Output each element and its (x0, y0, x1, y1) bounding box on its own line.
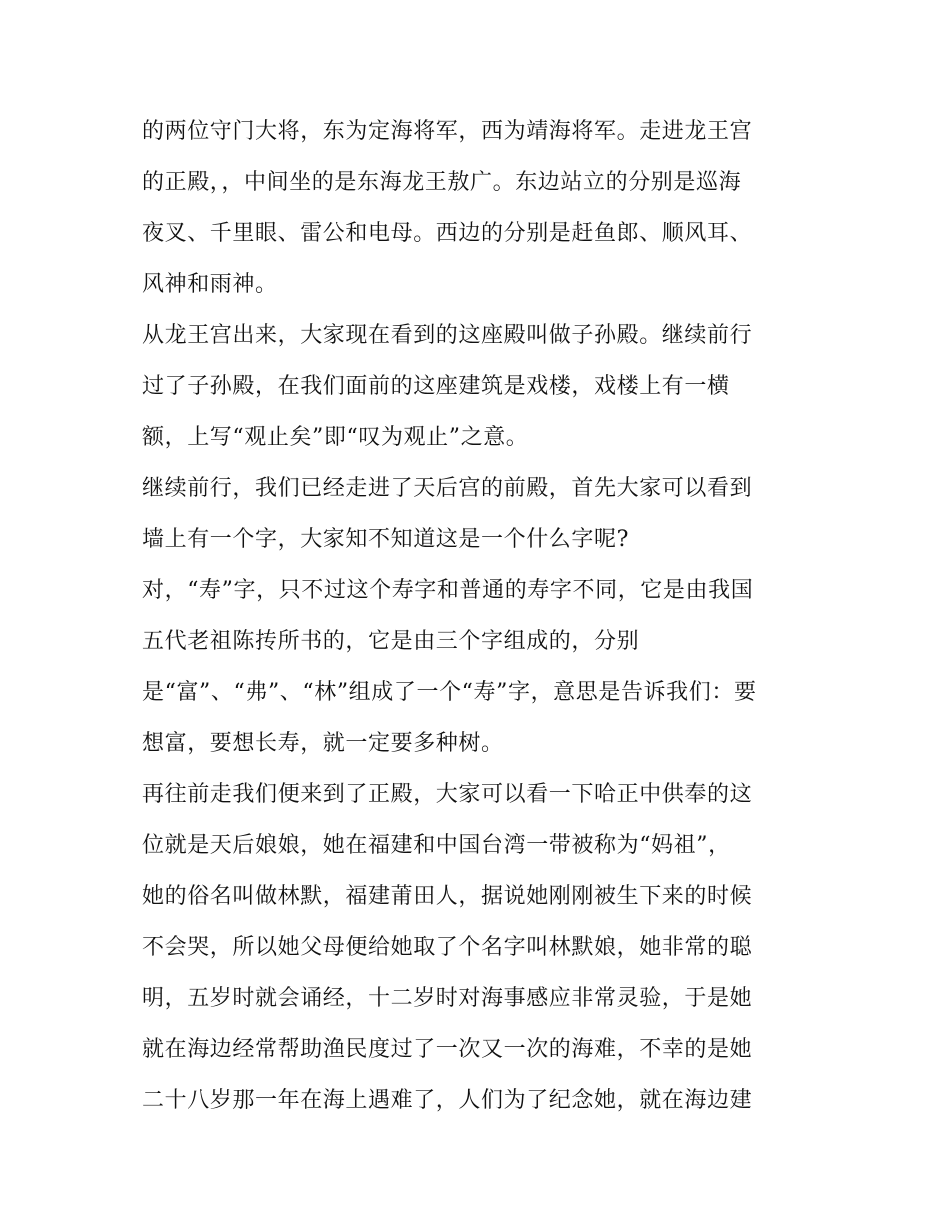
text-line: 墙上有一个字，大家知不知道这是一个什么字呢? (142, 527, 629, 552)
text-line: 从龙王宫出来，大家现在看到的这座殿叫做子孙殿。继续前行 (142, 323, 753, 348)
text-line: 二十八岁那一年在海上遇难了，人们为了纪念她，就在海边建 (142, 1088, 753, 1113)
document-body (142, 106, 822, 1126)
text-line: 位就是天后娘娘，她在福建和中国台湾一带被称为“妈祖”， (142, 833, 731, 858)
text-line: 不会哭，所以她父母便给她取了个名字叫林默娘，她非常的聪 (142, 935, 753, 960)
text-line: 明，五岁时就会诵经，十二岁时对海事感应非常灵验，于是她 (142, 986, 753, 1011)
text-line: 风神和雨神。 (142, 272, 278, 297)
text-line: 是“富”、“弗”、“林”组成了一个“寿”字，意思是告诉我们：要 (142, 680, 757, 705)
text-line: 五代老祖陈抟所书的，它是由三个字组成的，分别 (142, 629, 640, 654)
text-line: 想富，要想长寿，就一定要多种树。 (142, 731, 504, 756)
text-line: 夜叉、千里眼、雷公和电母。西边的分别是赶鱼郎、顺风耳、 (142, 221, 753, 246)
text-line: 对，“寿”字，只不过这个寿字和普通的寿字不同，它是由我国 (142, 578, 754, 603)
text-line: 的两位守门大将，东为定海将军，西为靖海将军。走进龙王宫 (142, 119, 753, 144)
text-line: 额，上写“观止矣”即“叹为观止”之意。 (142, 425, 529, 450)
text-line: 就在海边经常帮助渔民度过了一次又一次的海难，不幸的是她 (142, 1037, 753, 1062)
text-line: 她的俗名叫做林默，福建莆田人，据说她刚刚被生下来的时候 (142, 884, 753, 909)
text-line: 再往前走我们便来到了正殿，大家可以看一下哈正中供奉的这 (142, 782, 753, 807)
text-line: 继续前行，我们已经走进了天后宫的前殿，首先大家可以看到 (142, 476, 753, 501)
text-line: 的正殿，，中间坐的是东海龙王敖广。东边站立的分别是巡海 (142, 170, 742, 195)
text-line: 过了子孙殿，在我们面前的这座建筑是戏楼，戏楼上有一横 (142, 374, 730, 399)
